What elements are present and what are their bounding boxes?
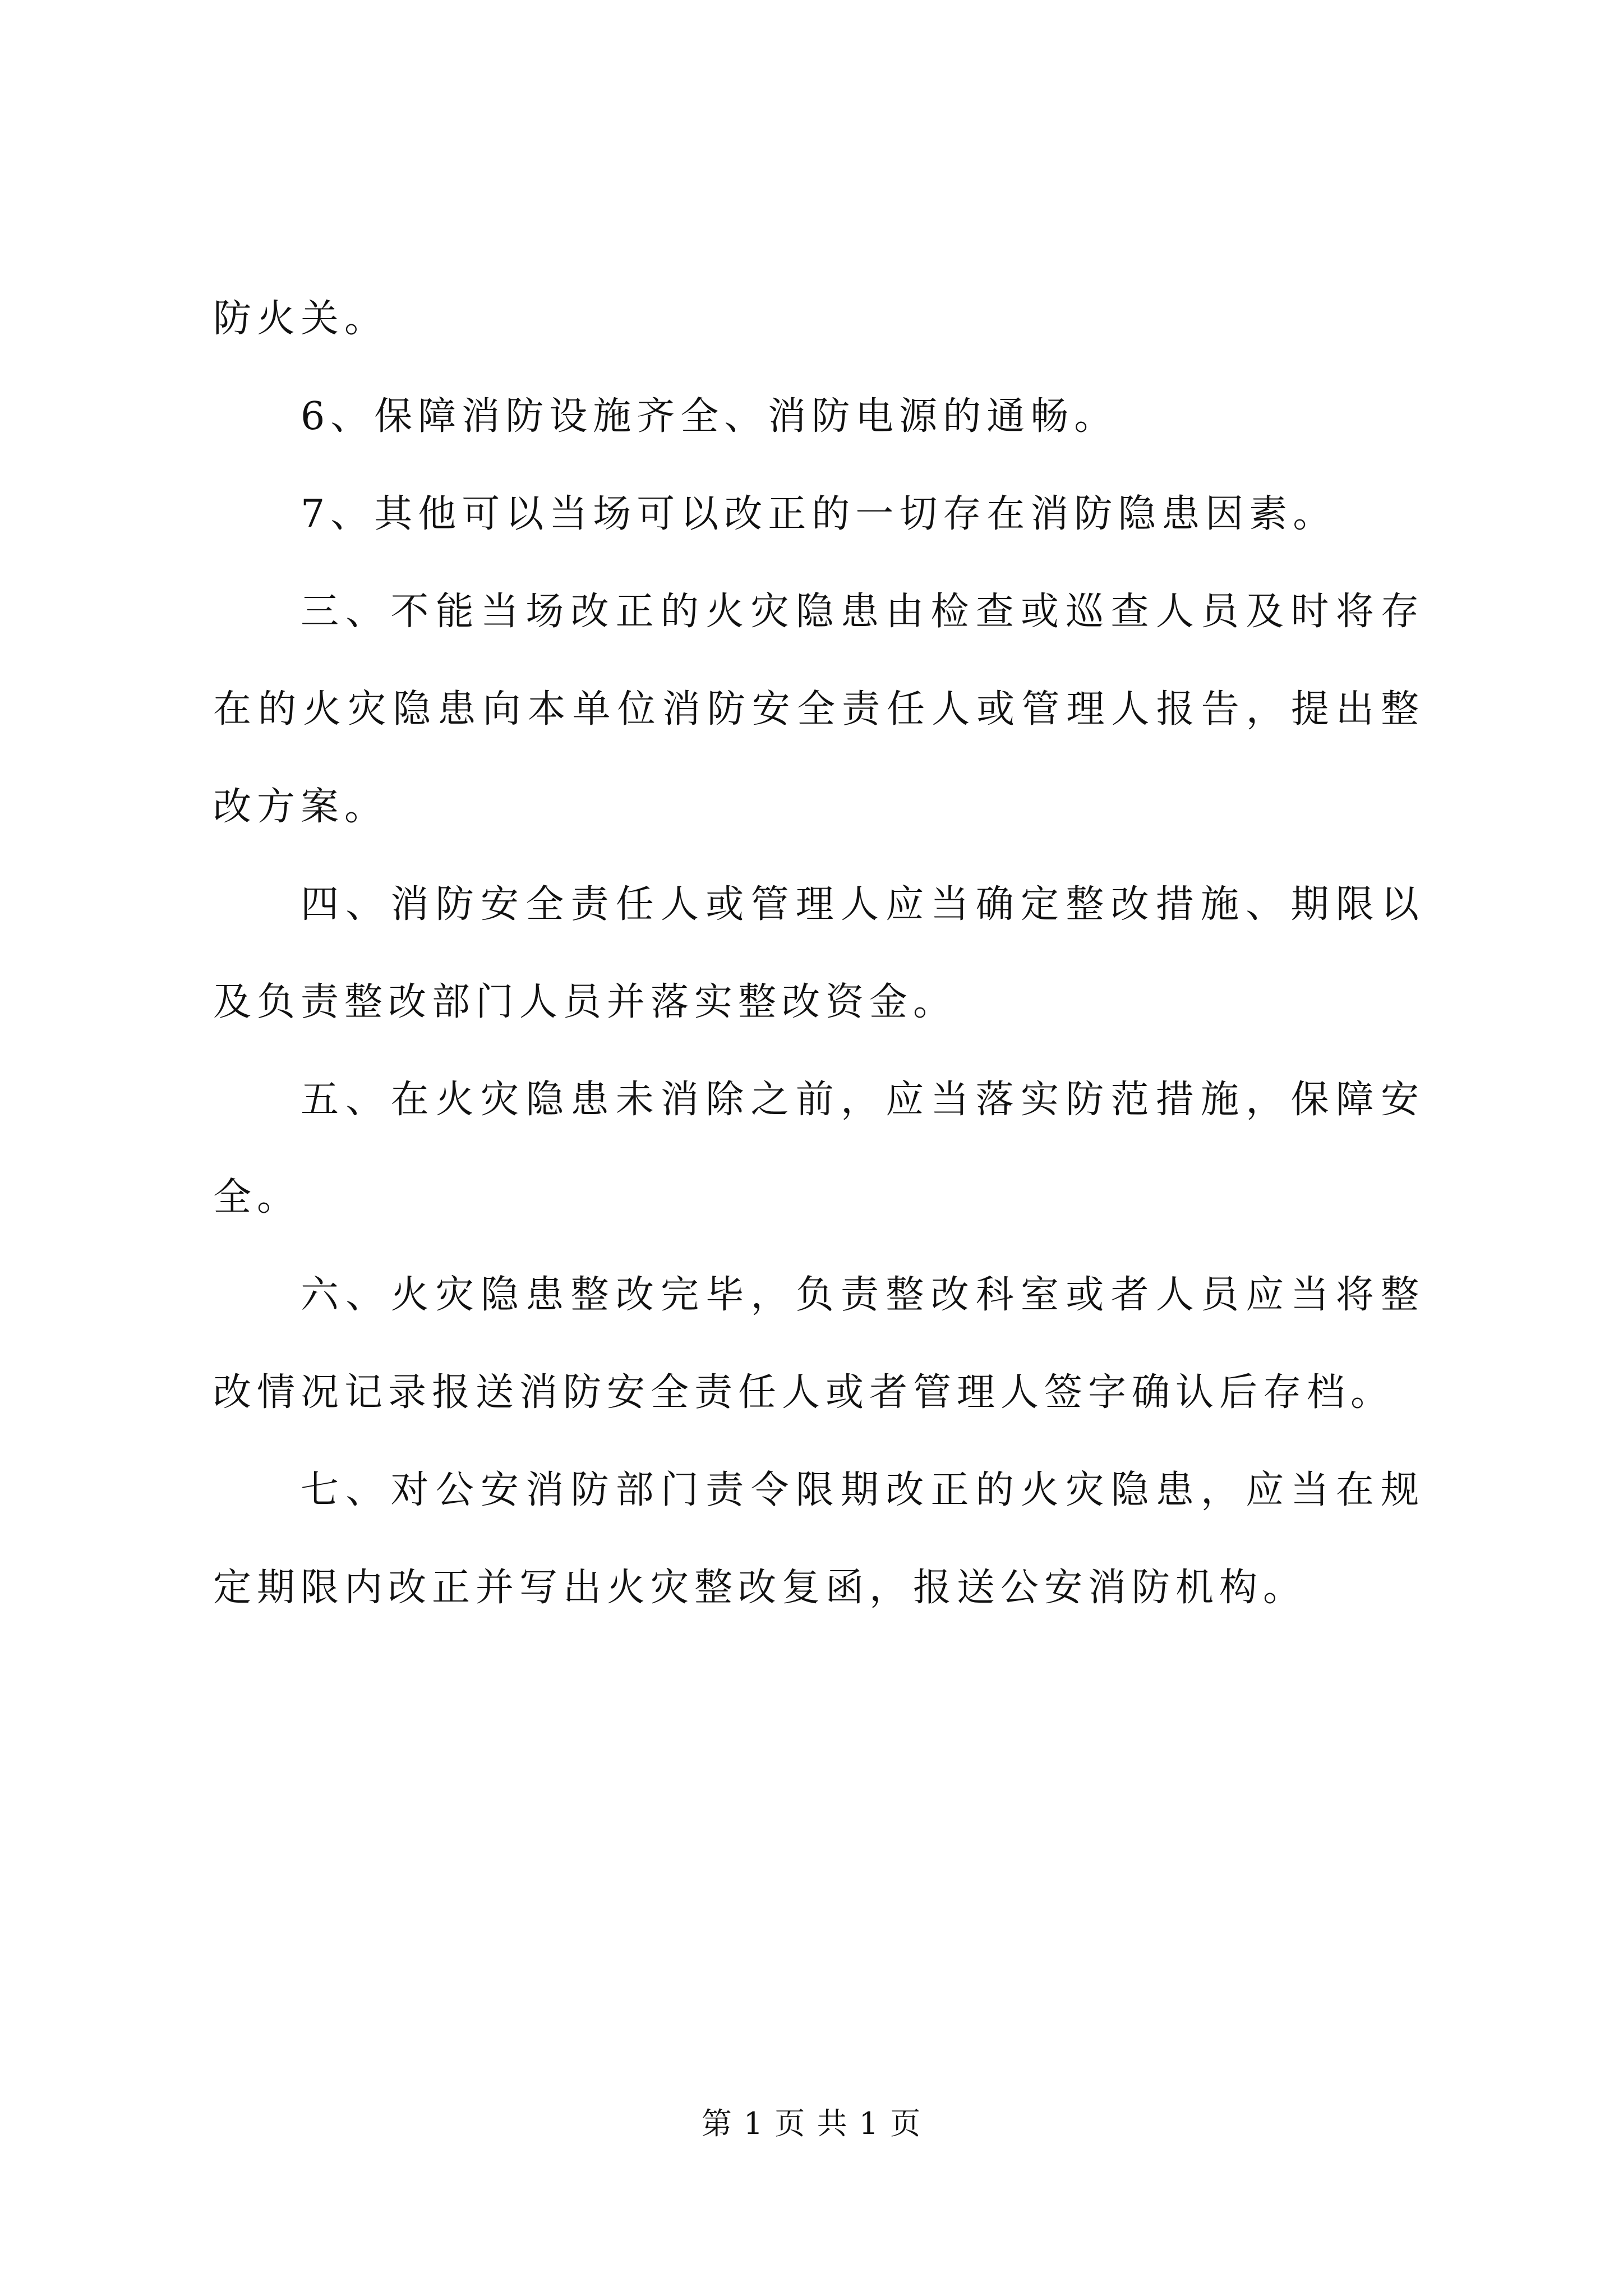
paragraph-item-7: 7、其他可以当场可以改正的一切存在消防隐患因素。: [301, 492, 1337, 536]
paragraph-section-6: 六、火灾隐患整改完毕，负责整改科室或者人员应当将整改情况记录报送消防安全责任人或者管理人签字确认后存档。: [213, 1273, 1424, 1415]
page-footer: 第 1 页 共 1 页: [701, 2106, 922, 2141]
paragraph-continuation: 防火关。: [213, 297, 389, 341]
paragraph-section-5: 五、在火灾隐患未消除之前，应当落实防范措施，保障安全。: [213, 1078, 1424, 1220]
paragraph-item-6: 6、保障消防设施齐全、消防电源的通畅。: [301, 394, 1118, 439]
paragraph-section-7: 七、对公安消防部门责令限期改正的火灾隐患，应当在规定期限内改正并写出火灾整改复函，报送公安消防机构。: [213, 1468, 1424, 1610]
paragraph-section-3: 三、不能当场改正的火灾隐患由检查或巡查人员及时将存在的火灾隐患向本单位消防安全责任人或管理人报告，提出整改方案。: [213, 590, 1424, 829]
paragraph-section-4: 四、消防安全责任人或管理人应当确定整改措施、期限以及负责整改部门人员并落实整改资金。: [213, 882, 1424, 1024]
document-body: [213, 270, 1424, 1637]
